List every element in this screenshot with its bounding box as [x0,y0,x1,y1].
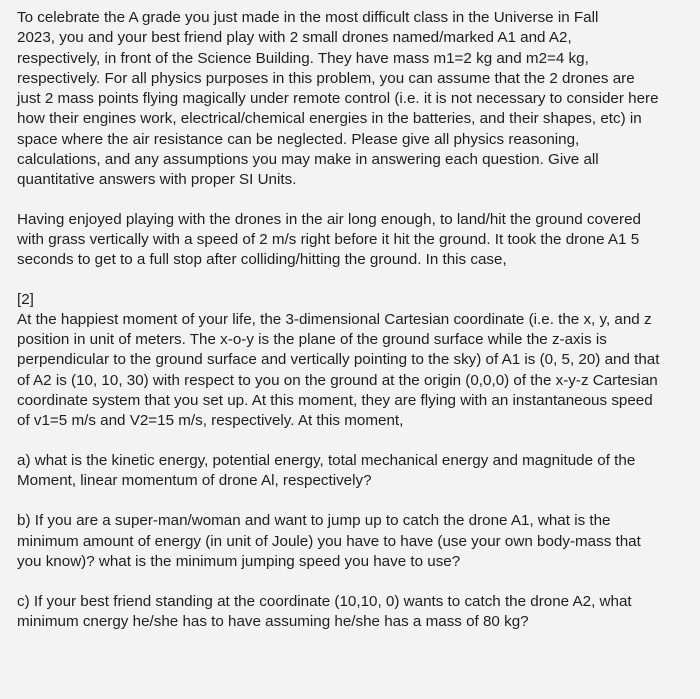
question-b: b) If you are a super-man/woman and want to jump up to catch the drone A1, what is the minimum amount of energy (in unit of Joule) you have to have (use your own body-mass that you know)? what is the minimum jumping speed you have to use? [17,512,641,570]
scenario-paragraph: At the happiest moment of your life, the 3-dimensional Cartesian coordinate (i.e. the x, y, and z position in unit of meters. The x-o-y is the plane of the ground surface while the z-axis is perpendicular to the ground surface and vertically pointing to the sky) of A1 is (0, 5, 20) and that of A2 is (10, 10, 30) with respect to you on the ground at the origin (0,0,0) of the x-y-z Cartesian coordinate system that you set up. At this moment, they are flying with an instantaneous speed of v1=5 m/s and V2=15 m/s, respectively. At this moment, [17,310,660,430]
points-label: [2] [17,290,34,308]
question-a: a) what is the kinetic energy, potential energy, total mechanical energy and magnitude of the Moment, linear momentum of drone Al, respectively? [17,451,636,489]
intro-paragraph: To celebrate the A grade you just made in the most difficult class in the Universe in Fall 2023, you and your best friend play with 2 small drones named/marked A1 and A2, respectively, in front of the Science Building. They have mass m1=2 kg and m2=4 kg, respectively. For all physics purposes in this problem, you can assume that the 2 drones are just 2 mass points flying magically under remote control (i.e. it is not necessary to consider here how their engines work, electrical/chemical energies in the batteries, and their shapes, etc) in space where the air resistance can be neglected. Please give all physics reasoning, calculations, and any assumptions you may make in answering each question. Give all quantitative answers with proper SI Units. [17,9,659,189]
question-c: c) If your best friend standing at the coordinate (10,10, 0) wants to catch the drone A2, what minimum cnergy he/she has to have assuming he/she has a mass of 80 kg? [17,593,632,631]
context-paragraph: Having enjoyed playing with the drones in the air long enough, to land/hit the ground covered with grass vertically with a speed of 2 m/s right before it hit the ground. It took the drone A1 5 seconds to get to a full stop after colliding/hitting the ground. In this case, [17,210,641,269]
